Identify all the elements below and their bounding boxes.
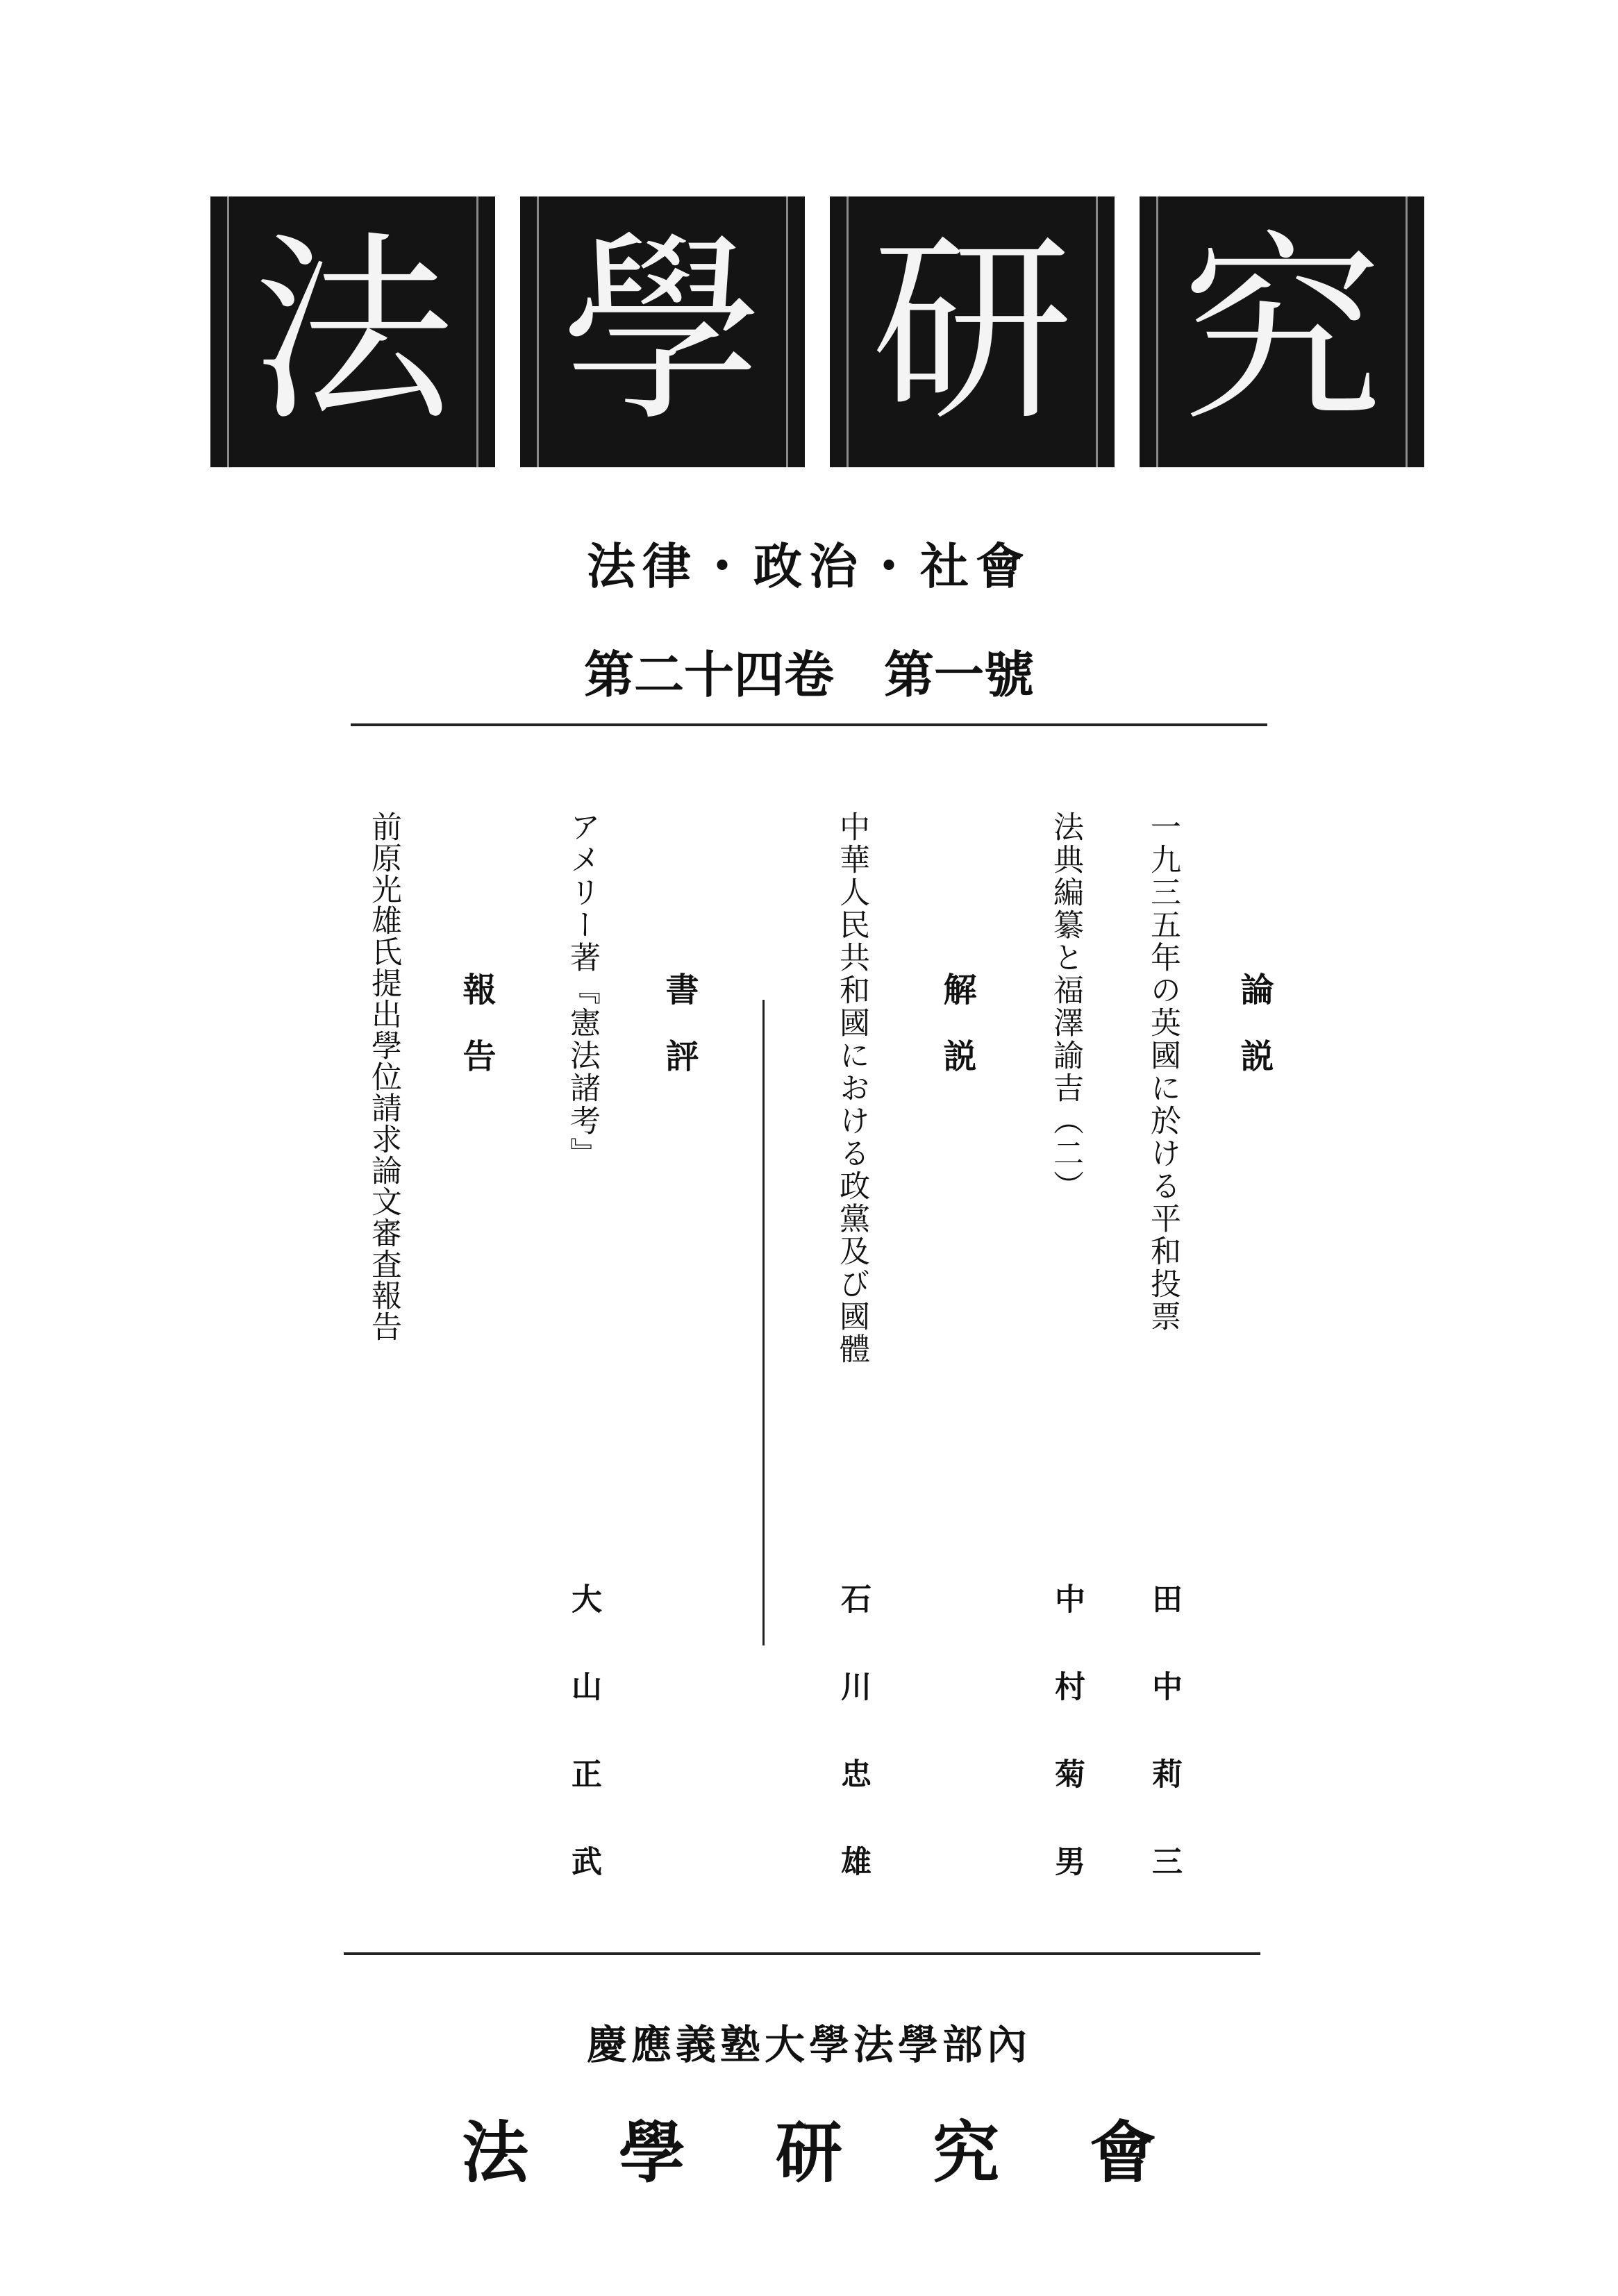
bottom-rule	[344, 1952, 1260, 1955]
article-title: 中華人民共和國における政黨及び國體	[834, 811, 869, 1366]
section-heading-hokoku: 報 告	[457, 972, 496, 1072]
article-author: 石川忠雄	[835, 1583, 871, 1933]
title-block-1	[210, 196, 495, 467]
subtitle: 法律・政治・社會	[587, 538, 1031, 595]
title-block-3	[830, 196, 1115, 467]
section-heading-shohyo: 書 評	[660, 972, 699, 1072]
section-heading-kaisetsu: 解 説	[937, 972, 976, 1072]
volume-number: 第二十四卷 第一號	[583, 646, 1034, 704]
article-author: 中村菊男	[1049, 1583, 1085, 1933]
title-char: 究	[1181, 215, 1383, 449]
article-title: 法典編纂と福澤諭吉（二）	[1048, 811, 1083, 1203]
publisher-name: 法學研究會	[462, 2113, 1246, 2192]
article-author: 田中莉三	[1146, 1583, 1182, 1933]
publisher-affiliation: 慶應義塾大學法學部內	[586, 2021, 1031, 2068]
title-char: 研	[871, 215, 1073, 449]
title-char: 法	[252, 215, 453, 449]
article-author: 大山正武	[566, 1583, 601, 1933]
article-title: 前原光雄氏提出學位請求論文審査報告	[366, 811, 401, 1342]
vertical-divider	[762, 1000, 765, 1645]
title-block-4	[1140, 196, 1424, 467]
title-char: 學	[562, 215, 763, 449]
article-title: アメリー著『憲法諸考』	[565, 811, 600, 1170]
title-block-2	[520, 196, 805, 467]
article-title: 一九三五年の英國に於ける平和投票	[1145, 811, 1181, 1333]
section-heading-ronsetsu: 論 説	[1235, 972, 1274, 1072]
top-rule	[351, 723, 1267, 726]
